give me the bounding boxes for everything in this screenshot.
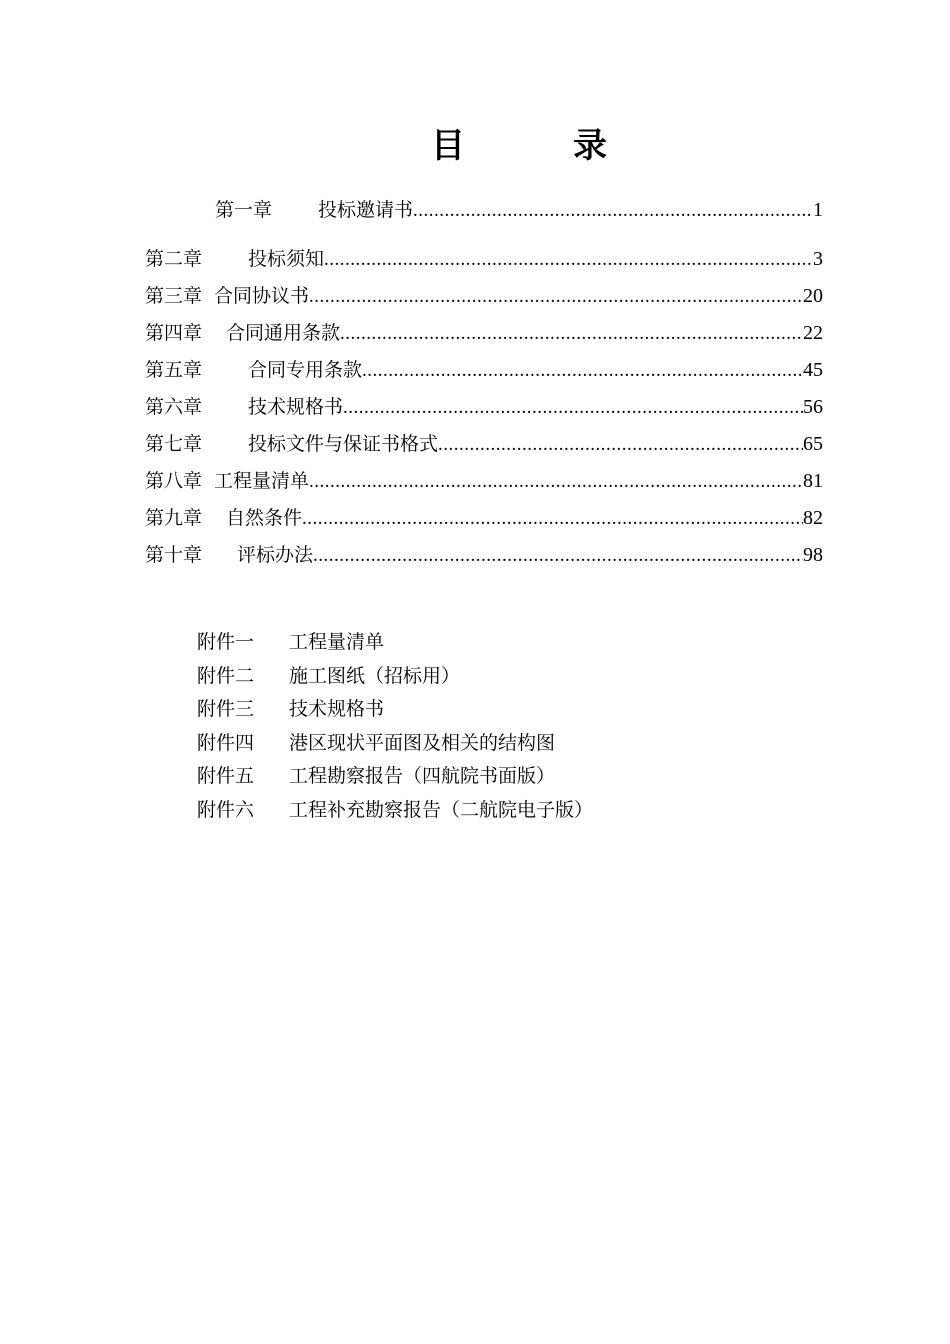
toc-page-number: 22	[803, 322, 823, 344]
appendix-item-6[interactable]	[197, 795, 593, 825]
toc-chapter-title: 评标办法	[237, 544, 314, 566]
toc-row-chapter-2[interactable]	[145, 244, 823, 274]
toc-chapter-title: 工程量清单	[214, 470, 310, 492]
toc-dot-leader	[324, 245, 813, 275]
appendix-title: 工程量清单	[289, 631, 385, 653]
title-char-1: 目	[431, 126, 465, 166]
appendix-title: 施工图纸（招标用）	[289, 665, 461, 687]
appendix-title: 港区现状平面图及相关的结构图	[289, 732, 556, 754]
toc-dot-leader	[413, 196, 813, 226]
toc-row-chapter-8[interactable]	[145, 466, 823, 496]
toc-chapter-title: 技术规格书	[248, 396, 344, 418]
toc-dot-leader	[343, 393, 803, 423]
appendix-label: 附件一	[197, 631, 255, 653]
toc-page-number: 98	[803, 544, 823, 566]
appendix-item-1[interactable]	[197, 627, 384, 657]
toc-chapter-number: 第一章	[215, 199, 273, 221]
appendix-title: 工程补充勘察报告（二航院电子版）	[289, 799, 594, 821]
toc-row-chapter-3[interactable]	[145, 281, 823, 311]
appendix-item-2[interactable]	[197, 661, 460, 691]
toc-chapter-number: 第二章	[145, 248, 203, 270]
toc-page-number: 65	[803, 433, 823, 455]
toc-page-number: 3	[813, 248, 823, 270]
toc-chapter-title: 投标邀请书	[318, 199, 414, 221]
toc-dot-leader	[362, 356, 803, 386]
toc-row-chapter-6[interactable]	[145, 392, 823, 422]
toc-chapter-number: 第六章	[145, 396, 203, 418]
toc-row-chapter-9[interactable]	[145, 503, 823, 533]
appendix-title: 工程勘察报告（四航院书面版）	[289, 765, 556, 787]
toc-dot-leader	[302, 504, 803, 534]
toc-chapter-number: 第四章	[145, 322, 203, 344]
appendix-label: 附件六	[197, 799, 255, 821]
toc-chapter-number: 第三章	[145, 285, 203, 307]
toc-chapter-title: 合同专用条款	[248, 359, 363, 381]
appendix-label: 附件三	[197, 698, 255, 720]
toc-row-chapter-4[interactable]	[145, 318, 823, 348]
appendix-item-3[interactable]	[197, 694, 384, 724]
toc-page-number: 45	[803, 359, 823, 381]
title-char-2: 录	[573, 126, 607, 166]
toc-page-number: 20	[803, 285, 823, 307]
toc-row-chapter-1[interactable]	[215, 195, 823, 225]
toc-chapter-number: 第十章	[145, 544, 203, 566]
toc-dot-leader	[340, 319, 803, 349]
toc-row-chapter-7[interactable]	[145, 429, 823, 459]
toc-chapter-number: 第九章	[145, 507, 203, 529]
toc-chapter-title: 合同通用条款	[226, 322, 341, 344]
toc-chapter-title: 投标文件与保证书格式	[248, 433, 439, 455]
toc-page-number: 56	[803, 396, 823, 418]
appendix-title: 技术规格书	[289, 698, 385, 720]
appendix-label: 附件四	[197, 732, 255, 754]
toc-chapter-number: 第五章	[145, 359, 203, 381]
toc-dot-leader	[438, 430, 803, 460]
toc-row-chapter-10[interactable]	[145, 540, 823, 570]
toc-dot-leader	[309, 282, 803, 312]
appendix-label: 附件五	[197, 765, 255, 787]
toc-chapter-title: 自然条件	[226, 507, 303, 529]
toc-chapter-title: 投标须知	[248, 248, 325, 270]
toc-dot-leader	[313, 541, 803, 571]
toc-page-number: 82	[803, 507, 823, 529]
toc-chapter-number: 第七章	[145, 433, 203, 455]
toc-chapter-title: 合同协议书	[214, 285, 310, 307]
toc-chapter-number: 第八章	[145, 470, 203, 492]
toc-page-number: 1	[813, 199, 823, 221]
toc-row-chapter-5[interactable]	[145, 355, 823, 385]
appendix-item-5[interactable]	[197, 761, 555, 791]
toc-page-number: 81	[803, 470, 823, 492]
appendix-item-4[interactable]	[197, 728, 555, 758]
page-title	[0, 122, 950, 170]
toc-dot-leader	[309, 467, 803, 497]
appendix-label: 附件二	[197, 665, 255, 687]
